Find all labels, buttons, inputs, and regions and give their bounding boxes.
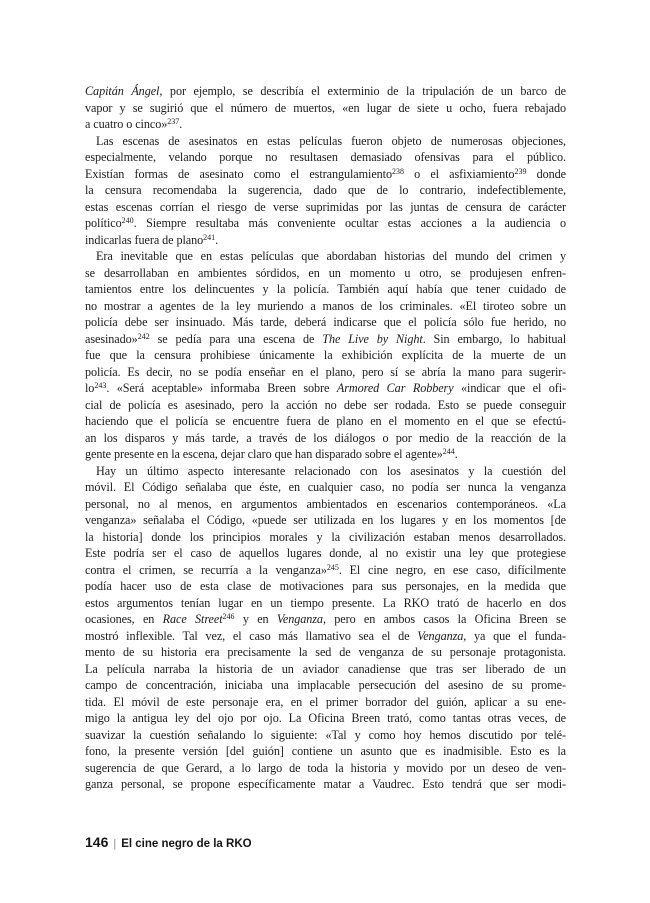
text-segment: vapor y se sugirió que el número de muertos, «en lugar de siete u ocho, fuera rebajado [85,100,566,115]
text-segment: y en [234,612,277,626]
text-segment: The Live by Night [322,331,423,346]
text-segment: lo [85,381,95,395]
text-line [85,265,566,282]
text-line [85,611,566,628]
text-segment: estas escenas corrían el riesgo de verse suprimidas por las juntas de censura de carácter [85,199,566,214]
text-segment: donde [526,166,566,181]
text-line [85,413,566,430]
footnote-ref: 237 [167,117,180,126]
text-segment: fono, la presente versión [del guión] contiene un asunto que es inadmisible. Esto es la [85,744,566,758]
text-line [85,661,566,678]
text-line [85,248,566,265]
text-line [85,479,566,496]
text-segment: no mostrar a agentes de la ley muriendo a manos de los criminales. «El tiroteo sobre un [85,298,566,313]
text-segment: Las escenas de asesinatos en estas películas fueron objeto de numerosas objeciones, [96,133,566,148]
text-segment: . Sin embargo, lo habitual [422,331,566,346]
text-segment: sugerencia de que Gerard, a lo largo de toda la historia y movido por un deseo de ven- [85,760,566,775]
text-line [85,578,566,595]
text-segment: gente presente en la escena, dejar claro que han disparado sobre el agente» [85,447,443,461]
text-line [85,331,566,348]
footer-separator: | [113,838,117,850]
text-line [85,199,566,216]
text-segment: indicarlas fuera de plano [85,232,204,247]
text-line [85,628,566,645]
text-line [85,529,566,546]
text-line [85,380,566,397]
text-segment: mento de su historia era precisamente la sed de venganza de su personaje protagonista. [85,645,566,659]
text-line [85,182,566,199]
text-segment: tamientos entre los delincuentes y la policía. También aquí había que tener cuidado de [85,282,566,296]
text-line [85,116,566,133]
text-line [85,512,566,529]
text-segment: venganza» señalaba el Código, «puede ser utilizada en los lugares y en los momentos [de [85,513,566,527]
text-line [85,545,566,562]
text-segment: Capitán Ángel, [85,84,163,98]
text-line [85,149,566,166]
text-segment: Este podría ser el caso de aquellos lugares donde, al no existir una ley que protegiese [85,546,566,560]
footnote-ref: 240 [121,216,134,225]
text-segment: especialmente, velando porque no resultasen demasiado ofensivas para el público. [85,150,566,164]
text-line [85,677,566,694]
text-line [85,644,566,661]
text-line [85,446,566,463]
text-segment: se desarrollaban en ambientes sórdidos, en un momento u otro, se produjesen enfren- [85,265,566,280]
footnote-ref: 242 [137,331,150,341]
text-segment: Venganza, [276,612,326,626]
text-segment: la censura recomendaba la sugerencia, dado que de lo contrario, indefectiblemente, [85,183,566,197]
text-line [85,314,566,331]
text-line [85,364,566,381]
text-segment: . [215,232,219,247]
text-segment: . Siempre resultaba más conveniente ocultar estas acciones a la audiencia o [133,216,566,230]
text-segment: se pedía para una escena de [149,331,323,346]
footnote-ref: 241 [203,232,216,242]
text-line [85,397,566,414]
text-segment: o el asfixiamiento [404,166,515,181]
text-segment: tida. El móvil de este personaje era, en el primer borrador del guión, aplicar a su ene- [85,694,566,709]
text-segment: . [179,117,183,131]
text-line [85,743,566,760]
text-segment: por ejemplo, se describía el exterminio de la tripulación de un barco de [162,84,566,98]
footnote-ref: 244 [442,447,455,456]
text-segment: La película narraba la historia de un aviador canadiense que tras ser liberado de un [85,661,566,676]
text-segment: Armored Car Robbery [336,381,454,395]
text-segment: cial de policía es asesinado, pero la acción no debe ser rodada. Esto se puede conseguir [85,397,566,412]
text-segment: . El cine negro, en ese caso, difícilmente [338,562,566,577]
text-line [85,760,566,777]
text-segment: pero en ambos casos la Oficina Breen se [325,612,566,626]
text-segment: suavizar la cuestión señalando lo siguiente: «Tal y como hoy hemos discutido por telé- [85,727,566,742]
text-segment: Existían formas de asesinato como el estrangulamiento [85,166,392,181]
text-segment: podía hacer uso de esta clase de motivaciones para sus personajes, en la medida que [85,579,566,593]
text-segment: «indicar que el ofi- [453,381,566,395]
paragraph [85,83,566,133]
footnote-ref: 245 [326,562,339,572]
text-line [85,463,566,480]
text-block [85,83,566,793]
text-segment: móvil. El Código señalaba que éste, en cualquier caso, no podía ser nunca la venganza [85,480,566,494]
text-line [85,727,566,744]
text-segment: Era inevitable que en estas películas que abordaban historias del mundo del crimen y [96,249,566,263]
text-line [85,100,566,117]
text-line [85,347,566,364]
text-segment: estos argumentos tenían lugar en un tiempo presente. La RKO trató de hacerlo en dos [85,595,566,610]
text-segment: policía debe ser insinuado. Más tarde, deberá indicarse que el policía sólo fue herido, no [85,315,566,329]
text-segment: ya que el funda- [466,628,566,643]
text-segment: Venganza, [417,628,467,643]
text-segment: migo la antigua ley del ojo por ojo. La Oficina Breen trató, como tantas otras veces, de [85,711,566,725]
text-line [85,83,566,100]
text-segment: policía. Es decir, no se podía enseñar en el plano, pero sí se abría la mano para sugerir- [85,364,566,379]
text-segment: contra el crimen, se recurría a la venganza» [85,562,327,577]
text-segment: . [454,447,458,461]
text-segment: campo de concentración, iniciaba una implacable persecución del asesino de su prome- [85,678,566,692]
text-line [85,133,566,150]
text-line [85,496,566,513]
text-line [85,562,566,579]
book-title: El cine negro de la RKO [121,838,252,850]
footnote-ref: 239 [514,166,527,176]
text-segment: fue que la censura prohibiese únicamente la exhibición explícita de la muerte de un [85,348,566,362]
text-segment: Hay un último aspecto interesante relacionado con los asesinatos y la cuestión del [96,463,566,478]
footnote-ref: 238 [392,166,404,176]
text-segment: a cuatro o cinco» [85,117,168,131]
text-line [85,281,566,298]
paragraph [85,133,566,249]
page-footer [85,834,252,850]
text-segment: ganza personal, se propone específicamente matar a Vaudrec. Esto tendrá que ser modi- [85,777,566,791]
footnote-ref: 246 [222,612,235,621]
text-line [85,694,566,711]
text-line [85,215,566,232]
text-segment: personal, no al menos, en argumentos ambientados en escenarios contemporáneos. «La [85,496,566,511]
text-segment: Race Street [162,612,223,626]
text-line [85,710,566,727]
text-segment: haciendo que el policía se encuentre fuera de plano en el momento en el que se efectú- [85,414,566,428]
text-segment: la historia] donde los principios morales y la civilización estaban menos desarrollados. [85,529,566,544]
text-segment: an los disparos y más tarde, a través de los diálogos o por medio de la reacción de la [85,430,566,445]
paragraph [85,248,566,463]
text-line [85,232,566,249]
text-segment: mostró inflexible. Tal vez, el caso más llamativo sea el de [85,628,418,643]
text-line [85,166,566,183]
footnote-ref: 243 [94,381,107,390]
text-segment: político [85,216,122,230]
text-line [85,776,566,793]
page-number: 146 [85,834,109,850]
text-segment: ocasiones, en [85,612,163,626]
text-segment: . «Será aceptable» informaba Breen sobre [106,381,337,395]
text-segment: asesinado» [85,331,138,346]
text-line [85,298,566,315]
text-line [85,595,566,612]
paragraph [85,463,566,793]
text-line [85,430,566,447]
